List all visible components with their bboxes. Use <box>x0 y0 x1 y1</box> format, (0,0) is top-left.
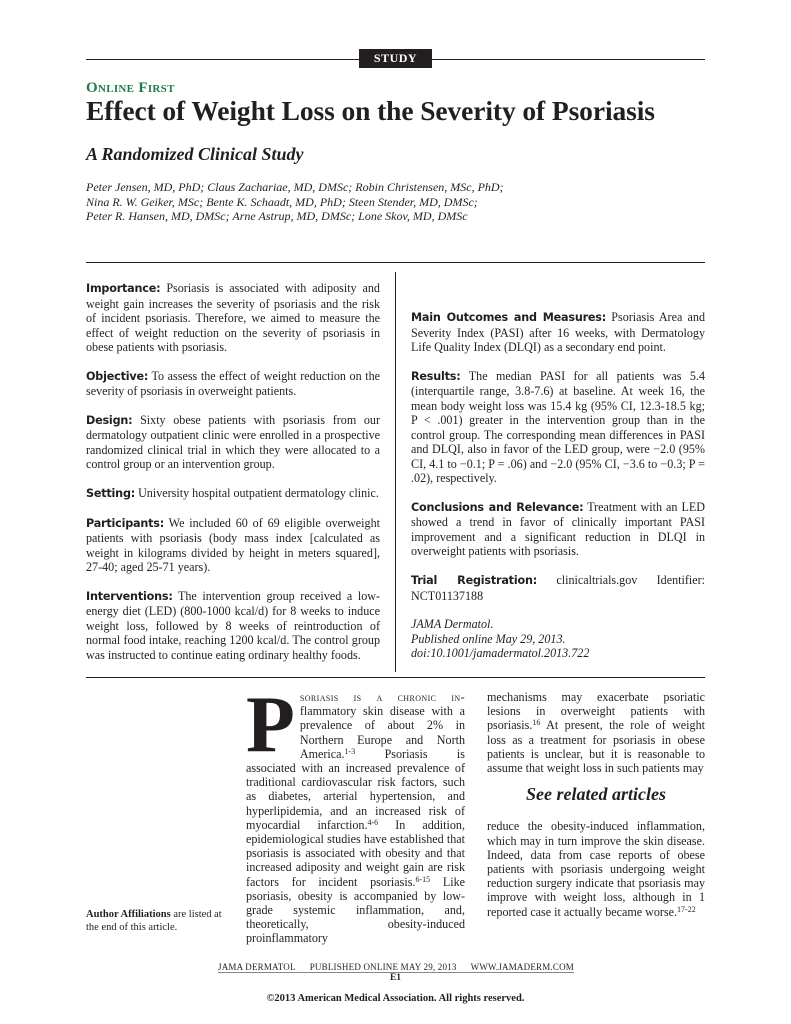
reference-superscript: 4-6 <box>367 817 379 827</box>
abstract-bottom-rule <box>86 677 705 678</box>
label-importance: Importance: <box>86 282 161 295</box>
abstract-design <box>86 413 380 472</box>
body-text: flammatory skin disease with a prevalence of about 2% in Northern Europe and North America. <box>299 704 465 761</box>
abstract-participants <box>86 516 380 575</box>
footer-published: PUBLISHED ONLINE MAY 29, 2013 <box>309 962 457 972</box>
footer-journal: JAMA DERMATOL <box>218 962 296 972</box>
label-participants: Participants: <box>86 516 165 530</box>
label-conclusions: Conclusions and Relevance: <box>411 500 584 514</box>
abstract-importance <box>86 281 380 355</box>
article-subtitle: A Randomized Clinical Study <box>86 144 304 164</box>
abstract-interventions <box>86 589 380 663</box>
abstract-column-divider <box>395 272 396 672</box>
author-list <box>86 180 504 224</box>
label-results: Results: <box>411 369 461 383</box>
label-outcomes: Main Outcomes and Measures: <box>411 311 607 324</box>
outcomes-text: Psoriasis Area and Severity Index (PASI) after 16 weeks, with Dermatology Life Quality Index (DLQI) as a secondary end point. <box>411 310 705 354</box>
setting-text: University hospital outpatient dermatology clinic. <box>138 486 379 501</box>
label-interventions: Interventions: <box>86 589 173 603</box>
drop-cap: P <box>246 681 295 769</box>
abstract-results <box>411 369 705 486</box>
abstract-column-left <box>86 281 380 677</box>
abstract-objective <box>86 369 380 399</box>
header-rule-left <box>86 59 359 60</box>
author-affiliations-note <box>86 908 236 935</box>
abstract-outcomes <box>411 310 705 355</box>
design-text: Sixty obese patients with psoriasis from our dermatology outpatient clinic were enrolled in a prospective randomized clinical trial in which they were allocated to a control group or an intervention group. <box>86 412 380 472</box>
label-setting: Setting: <box>86 487 136 501</box>
article-citation <box>411 617 705 661</box>
objective-text: To assess the effect of weight reduction on the severity of psoriasis in overweight patients. <box>86 368 380 399</box>
online-first-kicker: Online First <box>86 80 175 96</box>
reference-superscript: 1-3 <box>344 746 356 756</box>
reference-superscript: 16 <box>532 718 541 728</box>
author-line: Nina R. W. Geiker, MSc; Bente K. Schaadt, MD, PhD; Steen Stender, MD, DMSc; <box>86 194 478 209</box>
header-rule-right <box>432 59 705 60</box>
affiliations-label: Author Affiliations <box>86 909 171 920</box>
abstract-registration <box>411 573 705 603</box>
body-text: In addition, epidemiological studies have established that psoriasis is associated with obesity and that increased adiposity and weight gain are risk factors for incident psoriasis. <box>246 817 465 889</box>
citation-date: Published online May 29, 2013. <box>411 631 566 646</box>
reference-superscript: 17-22 <box>677 904 696 914</box>
abstract-setting <box>86 486 380 502</box>
interventions-text: The intervention group received a low-energy diet (LED) (800-1000 kcal/d) for 8 weeks to induce weight loss, followed by 8 weeks of reintroduction of normal food intake, reaching 1200 kcal/d. The control group was instructed to continue eating ordinary healthy foods. <box>86 588 381 662</box>
body-paragraph-3 <box>487 819 705 918</box>
copyright-notice: ©2013 American Medical Association. All rights reserved. <box>266 993 525 1004</box>
body-text: Like psoriasis, obesity is accompanied by low-grade systemic inflammation, and, theoretically, obesity-induced proinflammatory <box>246 874 465 946</box>
see-related-articles: See related articles <box>526 784 666 805</box>
citation-doi: doi:10.1001/jamadermatol.2013.722 <box>411 646 590 661</box>
label-design: Design: <box>86 413 133 427</box>
author-line: Peter R. Hansen, MD, DMSc; Arne Astrup, MD, DMSc; Lone Skov, MD, DMSc <box>86 209 468 224</box>
footer-website: WWW.JAMADERM.COM <box>470 962 574 972</box>
abstract-column-right <box>411 310 705 661</box>
article-title: Effect of Weight Loss on the Severity of Psoriasis <box>86 95 655 126</box>
body-text: Psoriasis is associated with an increased prevalence of traditional cardiovascular risk factors, such as diabetes, arterial hypertension, and hyperlipidemia, and an increased risk of myocardial infarction. <box>246 746 465 832</box>
body-column-right <box>487 690 705 919</box>
body-paragraph-1 <box>246 681 465 946</box>
section-badge: STUDY <box>359 49 432 68</box>
body-text: mechanisms may exacerbate psoriatic lesions in overweight patients with psoriasis. <box>487 690 705 733</box>
page-footer <box>218 962 574 972</box>
page-number: E1 <box>389 973 402 983</box>
reference-superscript: 6-15 <box>415 874 431 884</box>
affiliations-text: are listed at the end of this article. <box>86 909 222 934</box>
body-text: At present, the role of weight loss as a treatment for psoriasis in obese patients is unclear, but it is reasonable to assume that weight loss in such patients may <box>487 718 705 776</box>
participants-text: We included 60 of 69 eligible overweight patients with psoriasis (body mass index [calculated as weight in kilograms divided by height in meters squared], 27-40; aged 25-71 years). <box>86 515 380 575</box>
citation-journal: JAMA Dermatol. <box>411 617 494 632</box>
abstract-conclusions <box>411 500 705 559</box>
body-text: reduce the obesity-induced inflammation, which may in turn improve the skin disease. Indeed, data from case reports of obese patients with psoriasis undergoing weight reduction surgery indicate that psoriasis may improve with weight loss, although in 1 reported case it actually became worse. <box>487 819 705 919</box>
conclusions-text: Treatment with an LED showed a trend in favor of clinically important PASI improvement and a significant reduction in DLQI in overweight patients with psoriasis. <box>411 499 705 559</box>
body-paragraph-2 <box>487 690 705 775</box>
body-column-left <box>246 681 465 946</box>
label-registration: Trial Registration: <box>411 574 537 588</box>
registration-text: clinicaltrials.gov Identifier: NCT01137188 <box>411 573 705 603</box>
author-line: Peter Jensen, MD, PhD; Claus Zachariae, MD, DMSc; Robin Christensen, MSc, PhD; <box>86 180 504 194</box>
label-objective: Objective: <box>86 369 149 383</box>
results-text: The median PASI for all patients was 5.4 (interquartile range, 3.8-7.6) at baseline. At week 16, the mean body weight loss was 15.4 kg (95% CI, 12.3-18.5 kg; P < .001) greater in the intervention group than in the control group. The corresponding mean differences in PASI and DLQI, also in favor of the LED group, were −2.0 (95% CI, 4.1 to −0.1; P = .06) and −2.0 (95% CI, −3.6 to −0.3; P = .02), respectively. <box>411 368 705 486</box>
abstract-top-rule <box>86 262 705 263</box>
importance-text: Psoriasis is associated with adiposity and weight gain increases the severity of psoriasis and the risk of incident psoriasis. Therefore, we aimed to measure the effect of weight reduction on the severity of psoriasis in obese patients with psoriasis. <box>86 281 380 354</box>
opening-small-caps: soriasis is a chronic in- <box>299 690 465 704</box>
